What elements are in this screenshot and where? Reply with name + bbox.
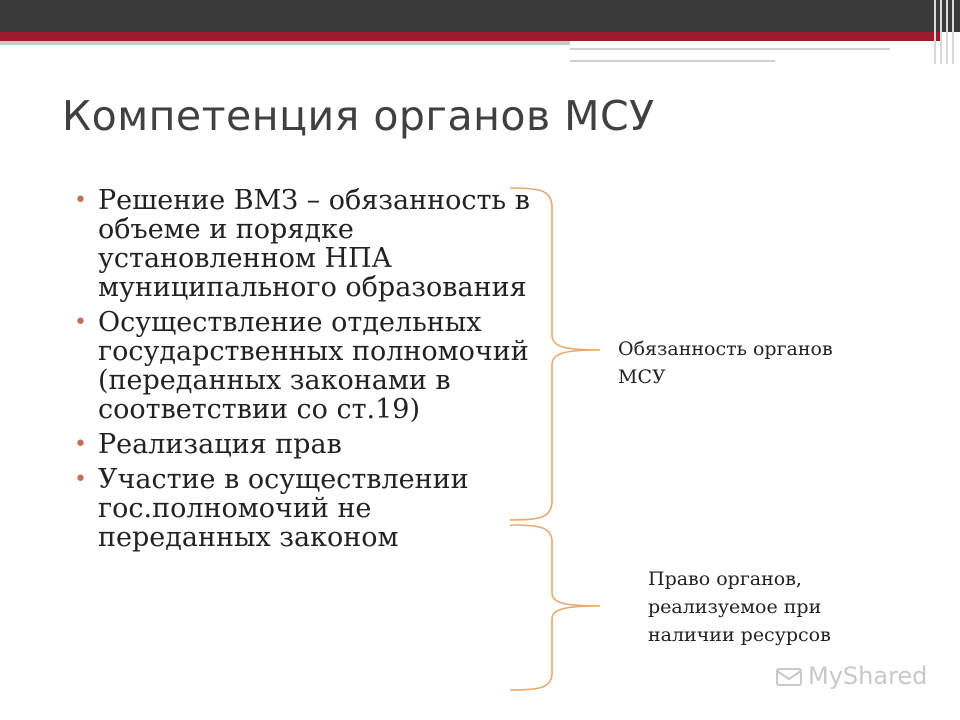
bullet-marker: • [74,467,87,492]
top-bar [0,0,960,32]
brace-shapes [510,185,610,695]
bullet-text: Осуществление отдельных государственных полномочий (переданных законами в соответствии со ст.19) [98,307,529,425]
decor-line [570,48,890,50]
bullet-text: Решение ВМЗ – обязанность в объеме и порядке установленном НПА муниципального образования [98,185,530,303]
note-right: Право органов, реализуемое при наличии ресурсов [648,568,831,646]
brace-duty [510,188,600,520]
bullet-text: Реализация прав [98,429,342,460]
bullet-item [70,430,540,459]
bullet-marker: • [74,188,87,213]
bullet-item [70,308,540,424]
bullet-text: Участие в осуществлении гос.полномочий не переданных законом [98,464,469,553]
accent-grey-line [0,41,570,45]
note-duty: Обязанность органов МСУ [618,338,833,388]
bullet-marker: • [74,432,87,457]
decor-line [570,60,775,62]
watermark-text: MyShared [808,662,928,690]
bullet-list [70,186,540,558]
bullet-item [70,465,540,552]
watermark [776,662,927,690]
brace-right [510,525,600,690]
slide-title: Компетенция органов МСУ [62,92,655,140]
accent-red-line [0,32,940,41]
mail-icon [776,665,802,687]
decor-stripes [930,0,960,64]
bullet-marker: • [74,310,87,335]
bullet-item [70,186,540,302]
